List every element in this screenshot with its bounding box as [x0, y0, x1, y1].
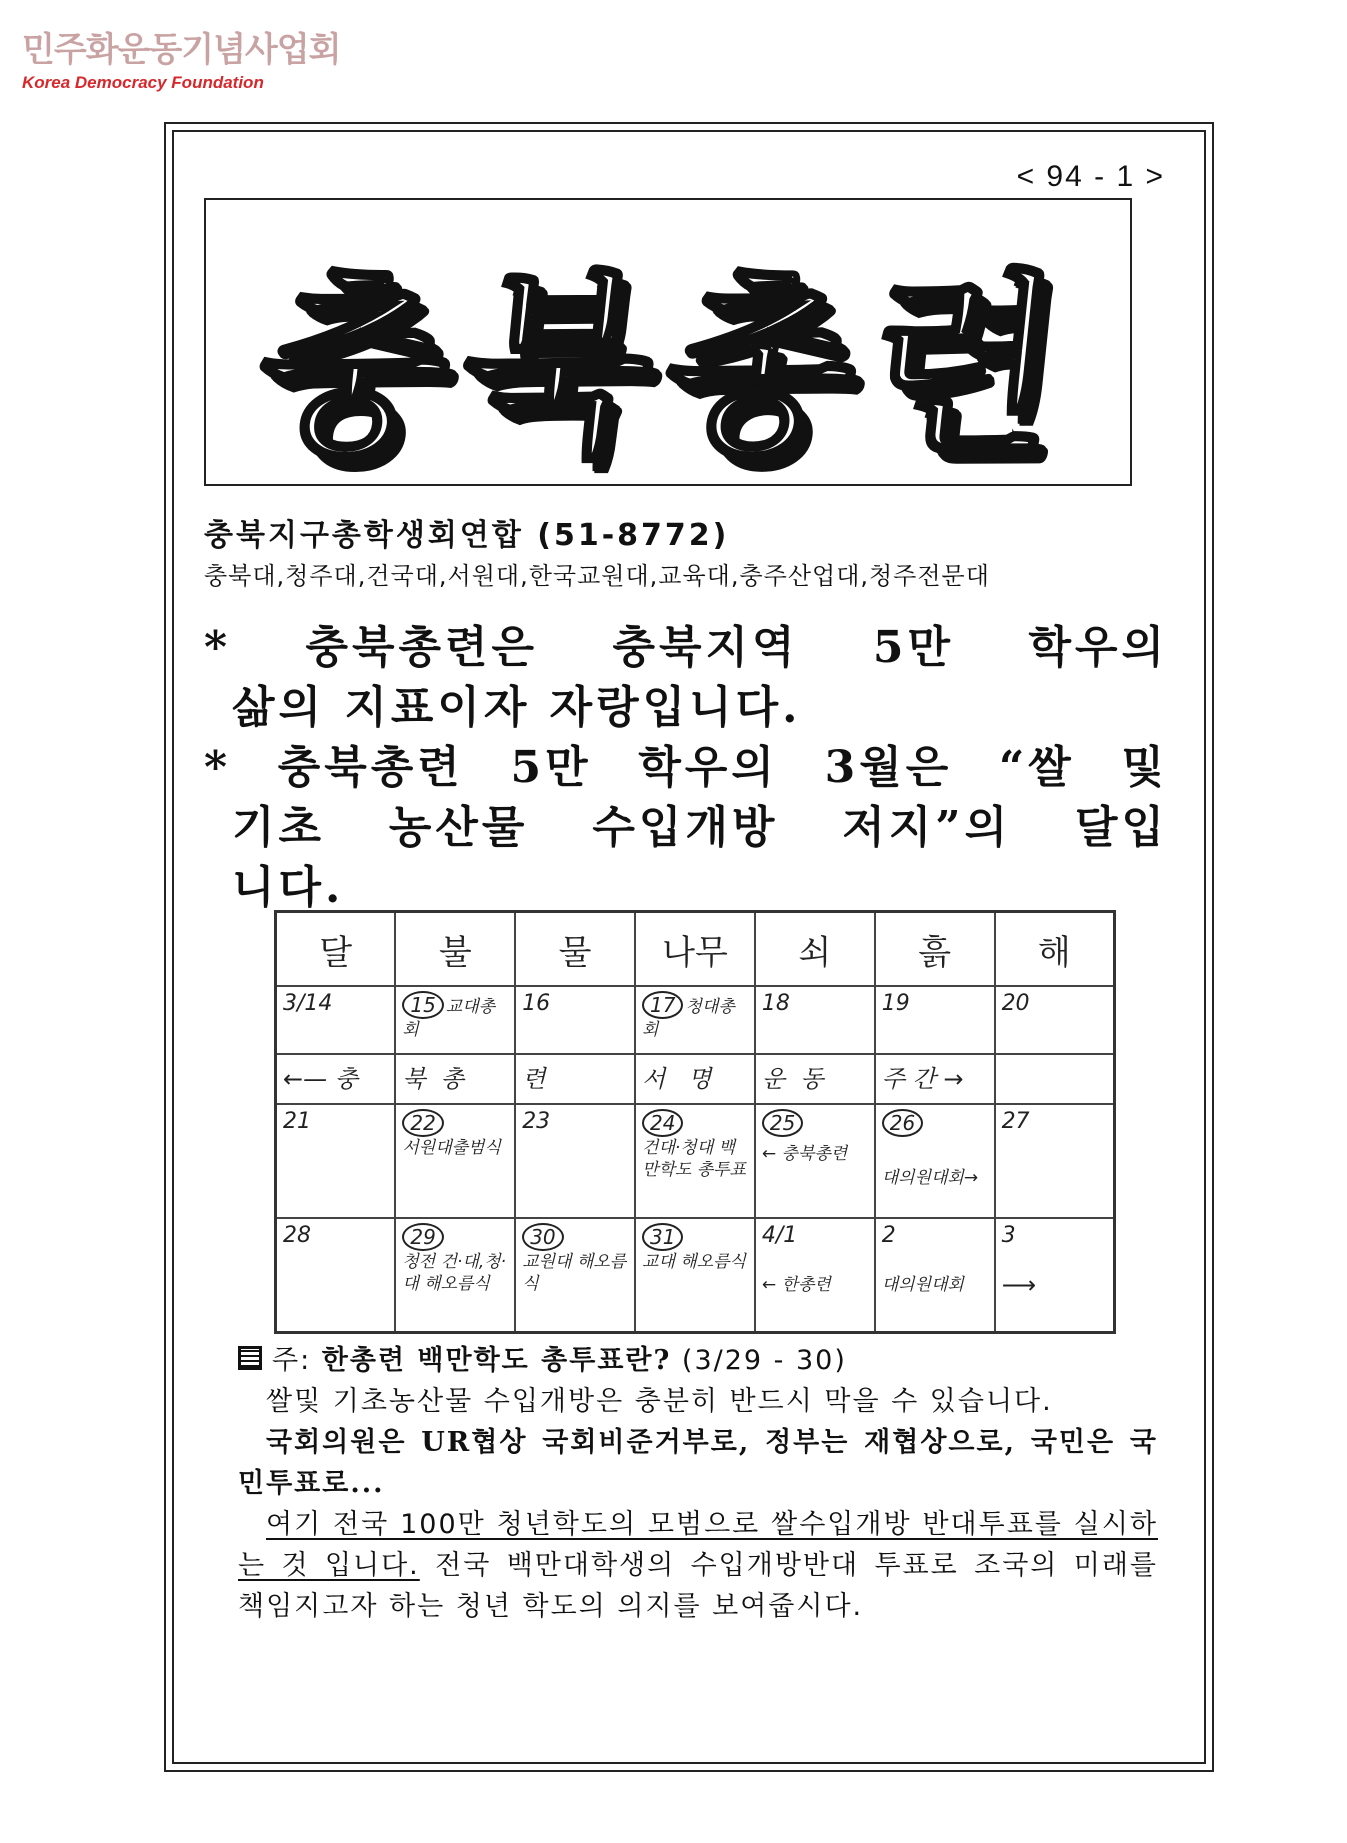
circled-date: 26	[882, 1109, 923, 1137]
day-header: 불	[395, 912, 515, 987]
event-note: 교대총회	[402, 997, 496, 1040]
event-note: 대의원대회→	[881, 1168, 979, 1188]
date-label: 28	[283, 1223, 311, 1248]
event-note: 건대·청대 백만학도 총투표	[642, 1138, 746, 1180]
calendar-week-row	[276, 1104, 1115, 1218]
day-header: 달	[276, 912, 396, 987]
campaign-text: 운	[761, 1065, 786, 1093]
campaign-text: 주	[881, 1065, 905, 1093]
campaign-text: 북	[402, 1065, 426, 1093]
date-label: 3/14	[283, 991, 333, 1016]
date-label: 19	[881, 991, 910, 1016]
day-header: 해	[995, 912, 1115, 987]
calendar-cell	[755, 1218, 875, 1333]
heading-date: (3/29 - 30)	[681, 1345, 847, 1376]
calendar-week-row	[276, 986, 1115, 1054]
watermark-korean: 민주화운동기념사업회	[22, 30, 341, 70]
slogan-line: 기초 농산물 수입개방 저지”의 달입	[232, 802, 1168, 853]
calendar-cell	[276, 1104, 396, 1218]
date-label: 4/1	[761, 1223, 798, 1248]
calendar-cell	[995, 986, 1115, 1054]
day-header: 나무	[635, 912, 755, 987]
campaign-text: 서	[642, 1065, 666, 1093]
date-label: 23	[522, 1109, 551, 1134]
event-note: ← 충북총련	[761, 1144, 848, 1164]
circled-date: 30	[522, 1223, 563, 1251]
circled-date: 24	[642, 1109, 683, 1137]
section-heading	[238, 1340, 1158, 1381]
calendar-cell	[515, 1104, 635, 1218]
slogan-line: * 충북총련 5만 학우의 3월은 “쌀 및	[204, 742, 1168, 793]
calendar-header-row	[276, 912, 1115, 987]
heading-title: 한총련 백만학도 총투표란?	[321, 1345, 672, 1376]
arrow-note: ⟶	[1001, 1271, 1036, 1299]
calendar-cell	[995, 1104, 1115, 1218]
slogan-line: 삶의 지표이자 자랑입니다.	[232, 682, 802, 733]
march-calendar	[274, 910, 1116, 1334]
day-header: 쇠	[755, 912, 875, 987]
campaign-text: ←— 충	[283, 1065, 358, 1093]
event-note: 교대 해오름식	[642, 1252, 746, 1272]
calendar-cell	[395, 1218, 515, 1333]
calendar-cell	[995, 1218, 1115, 1333]
heading-prefix: 주:	[272, 1345, 312, 1376]
date-label: 2	[881, 1223, 896, 1248]
day-header: 흙	[875, 912, 995, 987]
slogan-block	[204, 618, 1168, 918]
paragraph-bold: 국회의원은 UR협상 국회비준거부로, 정부는 재협상으로, 국민은 국민투표로...	[238, 1427, 1158, 1499]
campaign-cell	[875, 1054, 995, 1104]
calendar-cell	[875, 1218, 995, 1333]
event-note: 서원대출범식	[402, 1138, 501, 1158]
date-label: 3	[1001, 1223, 1016, 1248]
slogan-line: * 충북총련은 충북지역 5만 학우의	[204, 622, 1168, 673]
date-label: 18	[761, 991, 790, 1016]
circled-date: 29	[402, 1223, 443, 1251]
calendar-cell	[635, 1218, 755, 1333]
slogan-line: 니다.	[232, 862, 345, 913]
campaign-week-row	[276, 1054, 1115, 1104]
circled-date: 15	[402, 991, 443, 1019]
watermark	[22, 22, 340, 93]
masthead-logo-text: 충북총련	[247, 252, 1086, 482]
calendar-cell	[755, 986, 875, 1054]
campaign-text: 련	[522, 1065, 546, 1093]
day-header: 물	[515, 912, 635, 987]
explanation-section	[238, 1340, 1158, 1627]
event-note: ← 한총련	[761, 1275, 831, 1295]
date-label: 20	[1001, 991, 1030, 1016]
calendar-cell	[515, 1218, 635, 1333]
campaign-text: 간 →	[912, 1065, 964, 1093]
campaign-cell	[635, 1054, 755, 1104]
campaign-text: 명	[688, 1065, 712, 1093]
event-note: 대의원대회	[881, 1275, 964, 1295]
paragraph: 쌀및 기초농산물 수입개방은 충분히 반드시 막을 수 있습니다.	[266, 1386, 1053, 1417]
campaign-text: 총	[440, 1065, 464, 1093]
campaign-text: 동	[800, 1065, 824, 1093]
calendar-cell	[635, 986, 755, 1054]
circled-date: 22	[402, 1109, 443, 1137]
event-note: 청전 건·대,청·대 해오름식	[402, 1252, 507, 1294]
masthead-logo-box	[204, 198, 1132, 486]
calendar-cell	[635, 1104, 755, 1218]
circled-date: 25	[762, 1109, 803, 1137]
calendar-cell	[755, 1104, 875, 1218]
calendar-week-row	[276, 1218, 1115, 1333]
campaign-cell	[755, 1054, 875, 1104]
calendar-cell	[276, 1218, 396, 1333]
organization-name: 충북지구총학생회연합 (51-8772)	[204, 518, 730, 553]
event-note: 교원대 해오름식	[522, 1252, 627, 1294]
circled-date: 17	[642, 991, 683, 1019]
calendar-cell	[395, 986, 515, 1054]
calendar-cell	[276, 986, 396, 1054]
date-label: 21	[283, 1109, 311, 1134]
calendar-cell	[515, 986, 635, 1054]
date-label: 16	[522, 991, 551, 1016]
campaign-cell	[995, 1054, 1115, 1104]
date-label: 27	[1001, 1109, 1030, 1134]
campaign-cell	[395, 1054, 515, 1104]
square-bullet-icon	[238, 1346, 262, 1370]
watermark-english: Korea Democracy Foundation	[22, 73, 264, 92]
member-universities: 충북대,청주대,건국대,서원대,한국교원대,교육대,충주산업대,청주전문대	[204, 562, 990, 590]
paragraph-text: 전국 백만대학생의 수입개방반대 투표로 조국의 미래를 책임지고자 하는 청년 학도의 의지를 보여줍시다.	[238, 1550, 1158, 1622]
circled-date: 31	[642, 1223, 683, 1251]
underlined-text: 여기 전국 100만 청년학도의 모범으로 쌀수입개방 반대투표를 실시하는 것 입니다.	[238, 1509, 1158, 1581]
campaign-cell	[276, 1054, 396, 1104]
campaign-cell	[515, 1054, 635, 1104]
calendar-cell	[875, 986, 995, 1054]
calendar-cell	[875, 1104, 995, 1218]
issue-number: < 94 - 1 >	[1016, 160, 1165, 193]
calendar-cell	[395, 1104, 515, 1218]
event-note: 청대총회	[642, 997, 735, 1040]
paragraph	[238, 1504, 1158, 1627]
